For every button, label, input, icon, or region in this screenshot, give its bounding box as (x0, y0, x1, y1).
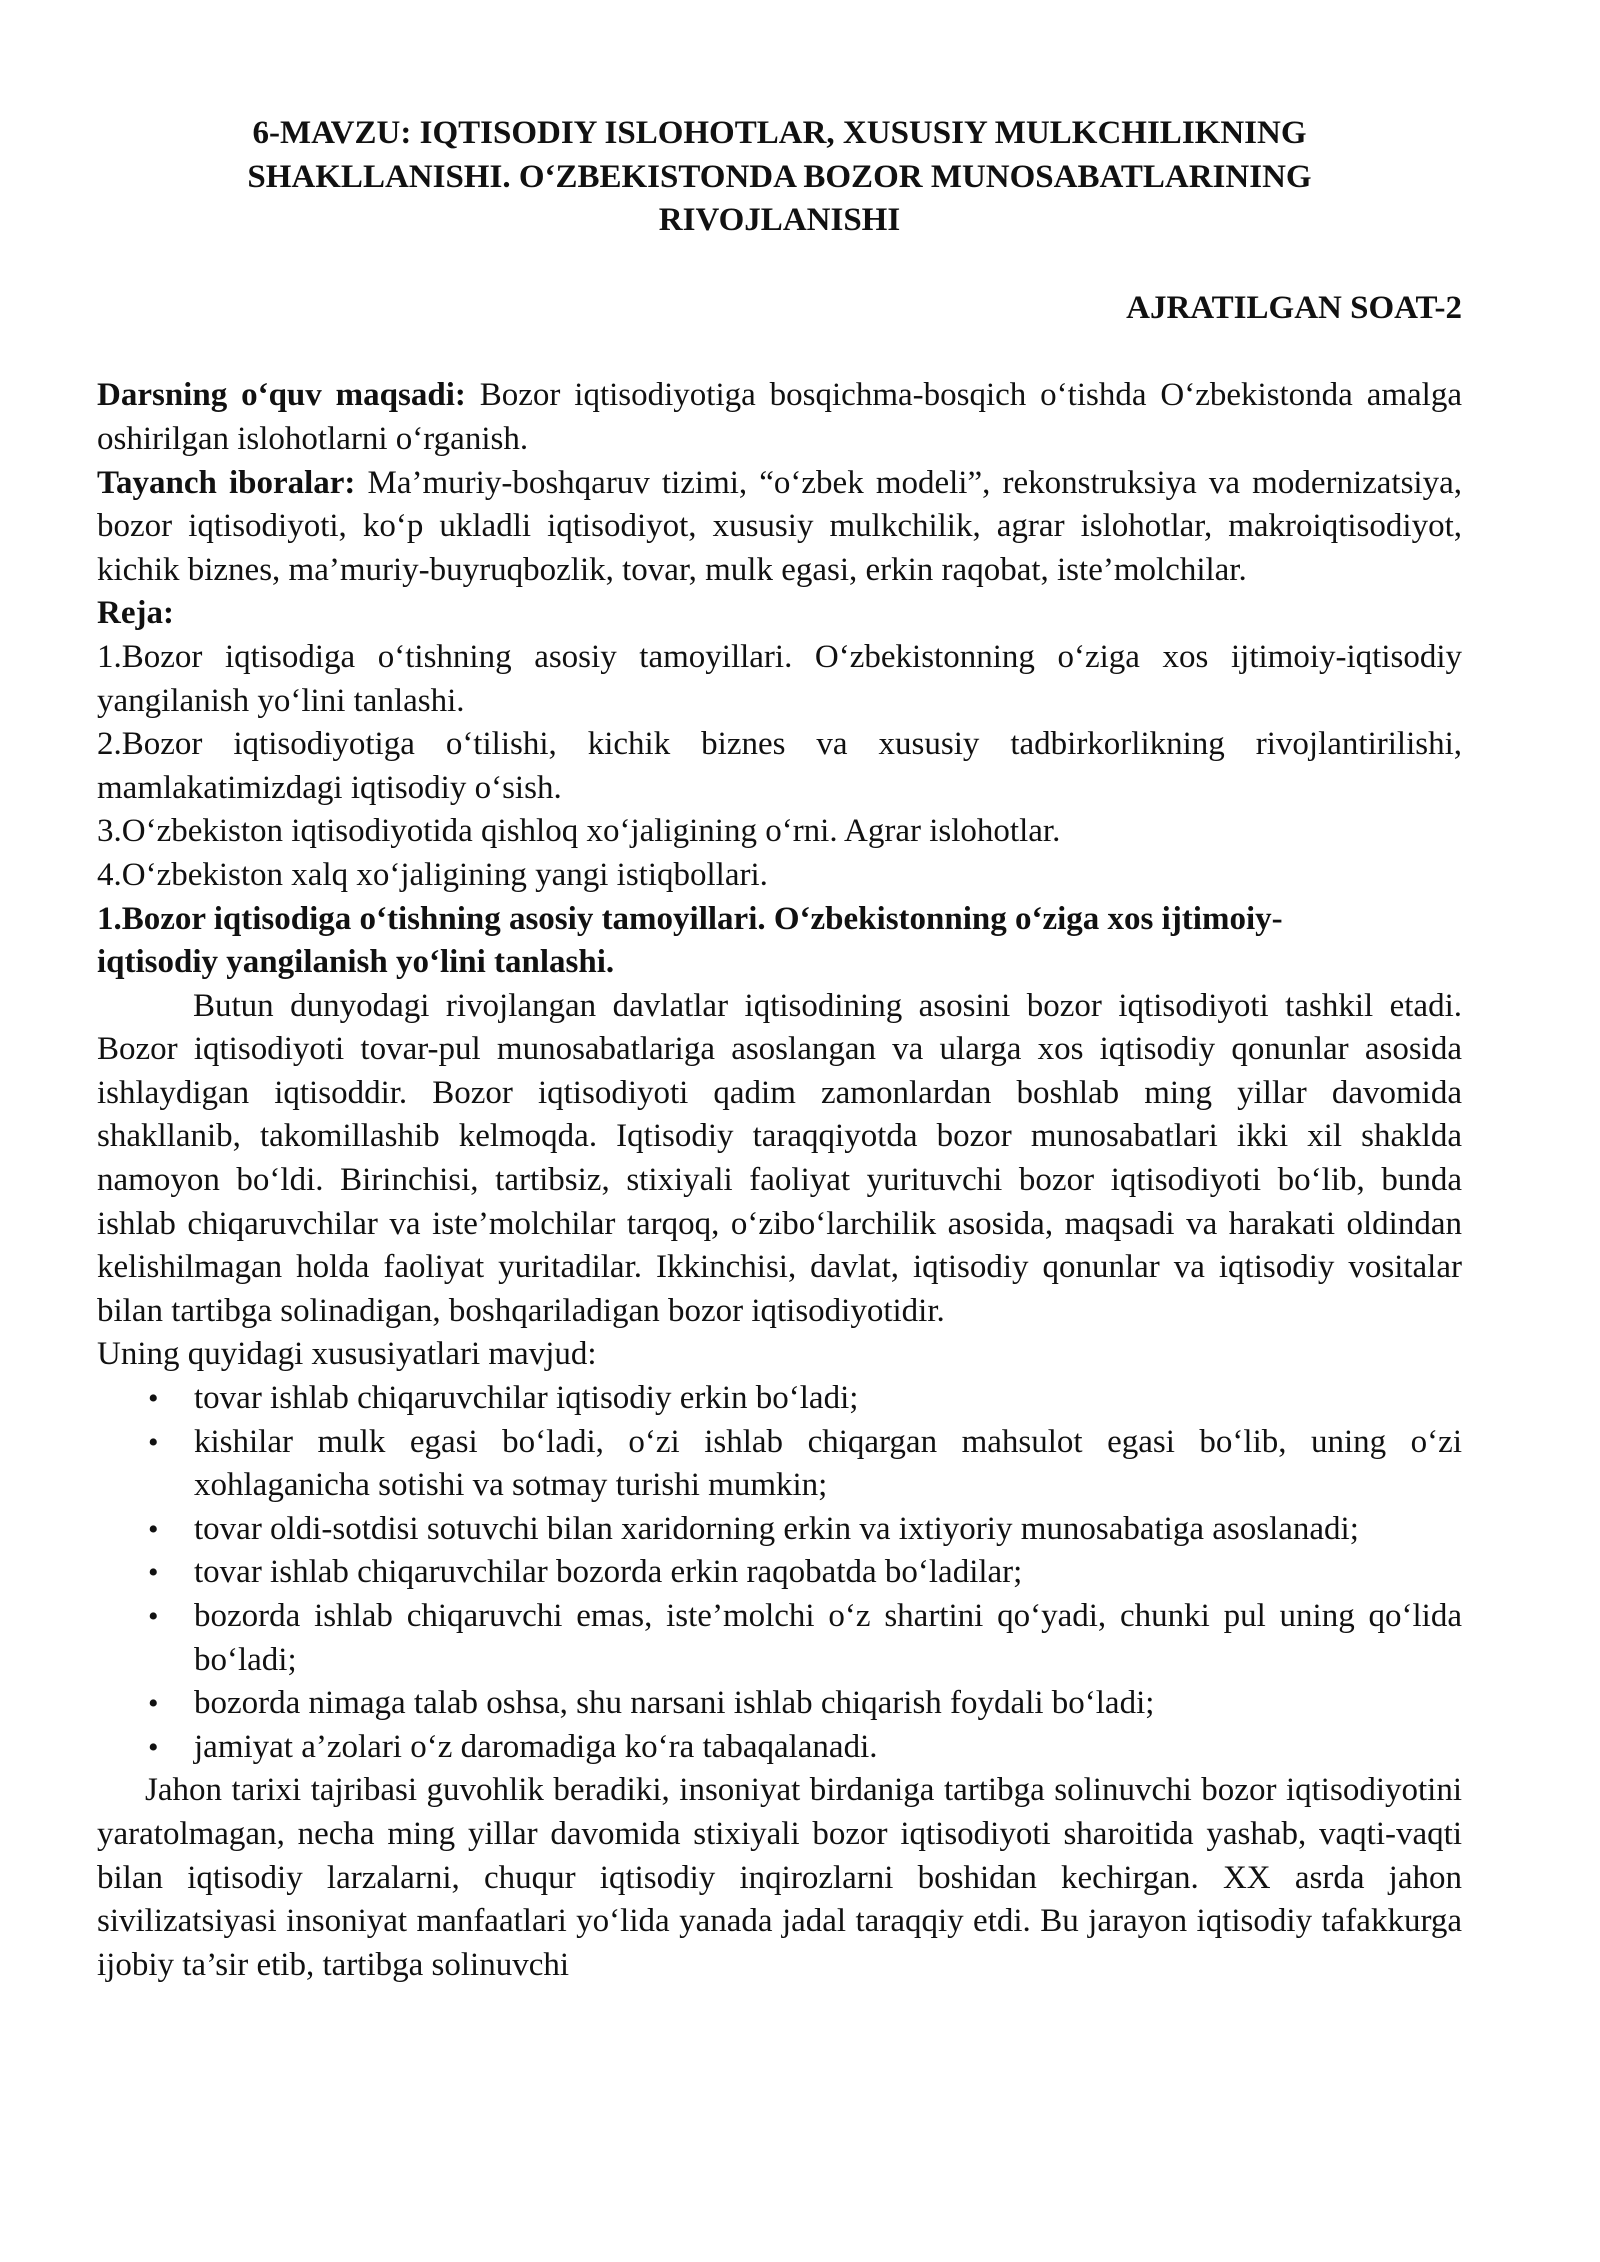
plan-item: 2.Bozor iqtisodiyotiga o‘tilishi, kichik biznes va xususiy tadbirkorlikning rivojlantirilishi, mamlakatimizdagi iqtisodiy o‘sish. (97, 726, 1462, 806)
lesson-goal (97, 374, 1462, 461)
body-paragraph: Butun dunyodagi rivojlangan davlatlar iqtisodining asosini bozor iqtisodiyoti tashkil etadi. Bozor iqtisodiyoti tovar-pul munosabatlariga asoslangan va ularga xos iqtisodiy qonunlar asosida ishlaydigan iqtisoddir. Bozor iqtisodiyoti qadim zamonlardan boshlab ming yillar davomida shakllanib, takomillashib kelmoqda. Iqtisodiy taraqqiyotda bozor munosabatlari ikki xil shaklda namoyon bo‘ldi. Birinchisi, tartibsiz, stixiyali faoliyat yurituvchi bozor iqtisodiyoti bo‘lib, bunda ishlab chiqaruvchilar va iste’molchilar tarqoq, o‘zibo‘larchilik asosida, maqsadi va harakati oldindan kelishilmagan holda faoliyat yuritadilar. Ikkinchisi, davlat, iqtisodiy qonunlar va iqtisodiy vositalar bilan tartibga solinadigan, boshqariladigan bozor iqtisodiyotidir. (97, 987, 1462, 1329)
bullet-icon: • (148, 1382, 159, 1416)
features-intro: Uning quyidagi xususiyatlari mavjud: (97, 1336, 597, 1373)
plan-item: 1.Bozor iqtisodiga o‘tishning asosiy tamoyillari. O‘zbekistonning o‘ziga xos ijtimoiy-iqtisodiy yangilanish yo‘lini tanlashi. (97, 638, 1462, 719)
list-item: • tovar oldi-sotdisi sotuvchi bilan xaridorning erkin va ixtiyoriy munosabatiga asoslanadi; (194, 1508, 1462, 1552)
list-item: • kishilar mulk egasi bo‘ladi, o‘zi ishlab chiqargan mahsulot egasi bo‘lib, uning o‘zi xohlaganicha sotishi va sotmay turishi mumkin; (194, 1421, 1462, 1508)
lesson-goal-label: Darsning o‘quv maqsadi: (97, 377, 466, 414)
keywords-label: Tayanch iboralar: (97, 464, 356, 501)
plan-item: 3.O‘zbekiston iqtisodiyotida qishloq xo‘jaligining o‘rni. Agrar islohotlar. (97, 813, 1061, 850)
list-item: • jamiyat a’zolari o‘z daromadiga ko‘ra tabaqalanadi. (194, 1726, 1462, 1770)
bullet-icon: • (148, 1687, 159, 1721)
document-title: 6-MAVZU: IQTISODIY ISLOHOTLAR, XUSUSIY MULKCHILIKNING SHAKLLANISHI. O‘ZBEKISTONDA BOZOR MUNOSABATLARINING RIVOJLANISHI (247, 115, 1312, 239)
plan-item: 4.O‘zbekiston xalq xo‘jaligining yangi istiqbollari. (97, 856, 768, 893)
list-item: • bozorda ishlab chiqaruvchi emas, iste’molchi o‘z shartini qo‘yadi, chunki pul uning qo‘lida bo‘ladi; (194, 1595, 1462, 1682)
list-item: • tovar ishlab chiqaruvchilar bozorda erkin raqobatda bo‘ladilar; (194, 1551, 1462, 1595)
bullet-icon: • (148, 1600, 159, 1633)
features-list (97, 1377, 1462, 1769)
document-page (97, 112, 1462, 1987)
list-item: • tovar ishlab chiqaruvchilar iqtisodiy erkin bo‘ladi; (194, 1377, 1462, 1421)
plan-label: Reja: (97, 595, 174, 632)
keywords (97, 462, 1462, 593)
bullet-icon: • (148, 1730, 159, 1764)
bullet-icon: • (148, 1556, 159, 1590)
section-heading: 1.Bozor iqtisodiga o‘tishning asosiy tamoyillari. O‘zbekistonning o‘ziga xos ijtimoiy-iqtisodiy yangilanish yo‘lini tanlashi. (97, 900, 1283, 981)
bullet-icon: • (148, 1425, 159, 1459)
keywords-text: Ma’muriy-boshqaruv tizimi, “o‘zbek modeli”, rekonstruksiya va modernizatsiya, bozor iqtisodiyoti, ko‘p ukladli iqtisodiyot, xususiy mulkchilik, agrar islohotlar, makroiqtisodiyot, kichik biznes, ma’muriy-buyruqbozlik, tovar, mulk egasi, erkin raqobat, iste’molchilar. (97, 464, 1462, 588)
list-item: • bozorda nimaga talab oshsa, shu narsani ishlab chiqarish foydali bo‘ladi; (194, 1682, 1462, 1726)
bullet-icon: • (148, 1512, 159, 1546)
body-paragraph: Jahon tarixi tajribasi guvohlik beradiki, insoniyat birdaniga tartibga solinuvchi bozor iqtisodiyotini yaratolmagan, necha ming yillar davomida stixiyali bozor iqtisodiyoti sharoitida yashab, vaqti-vaqti bilan iqtisodiy larzalarni, chuqur iqtisodiy inqirozlarni boshidan kechirgan. XX asrda jahon sivilizatsiyasi insoniyat manfaatlari yo‘lida yanada jadal taraqqiy etdi. Bu jarayon iqtisodiy tafakkurga ijobiy ta’sir etib, tartibga solinuvchi (97, 1772, 1462, 1983)
lesson-goal-text: Bozor iqtisodiyotiga bosqichma-bosqich o‘tishda O‘zbekistonda amalga oshirilgan islohotlarni o‘rganish. (97, 377, 1462, 457)
allocated-hours: AJRATILGAN SOAT-2 (1126, 289, 1462, 326)
